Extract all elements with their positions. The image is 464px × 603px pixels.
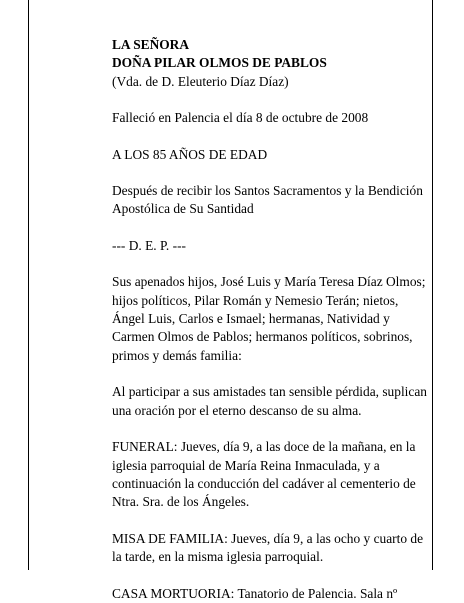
spacer [112,365,430,383]
page-border-left [28,0,29,570]
family-mass-paragraph: MISA DE FAMILIA: Jueves, día 9, a las ocho y cuarto de la tarde, en la misma iglesia parroquial. [112,530,424,565]
deceased-name: DOÑA PILAR OLMOS DE PABLOS [112,55,327,71]
funeral-paragraph: FUNERAL: Jueves, día 9, a las doce de la mañana, en la iglesia parroquial de María Reina Inmaculada, y a continuación la conducción del cadáver al cementerio de Ntra. Sra. de los Ángeles. [112,439,416,510]
title-line: LA SEÑORA [112,37,190,52]
spacer [112,164,430,182]
rip-line: --- D. E. P. --- [112,237,187,253]
spacer [112,128,430,146]
spacer [112,255,430,273]
age-line: A LOS 85 AÑOS DE EDAD [112,146,268,162]
death-date: Falleció en Palencia el día 8 de octubre de 2008 [112,110,369,126]
prayer-request-paragraph: Al participar a sus amistades tan sensible pérdida, suplican una oración por el eterno descanso de su alma. [112,384,427,418]
spacer [112,420,430,438]
obituary-notice [112,36,430,603]
spacer [112,567,430,585]
spacer [112,219,430,237]
page-border-right [432,0,433,570]
spacer [112,512,430,530]
family-paragraph: Sus apenados hijos, José Luis y María Teresa Díaz Olmos; hijos políticos, Pilar Román y Nemesio Terán; nietos, Ángel Luis, Carlos e Ismael; hermanas, Natividad y Carmen Olmos de Pablos; hermanos políticos, sobrinos, primos y demás familia: [112,274,426,363]
sacraments-paragraph: Después de recibir los Santos Sacramentos y la Bendición Apostólica de Su Santidad [112,183,423,217]
widow-note: (Vda. de D. Eleuterio Díaz Díaz) [112,73,289,89]
spacer [112,91,430,109]
funeral-home-paragraph: CASA MORTUORIA: Tanatorio de Palencia. Sala nº [112,585,398,601]
